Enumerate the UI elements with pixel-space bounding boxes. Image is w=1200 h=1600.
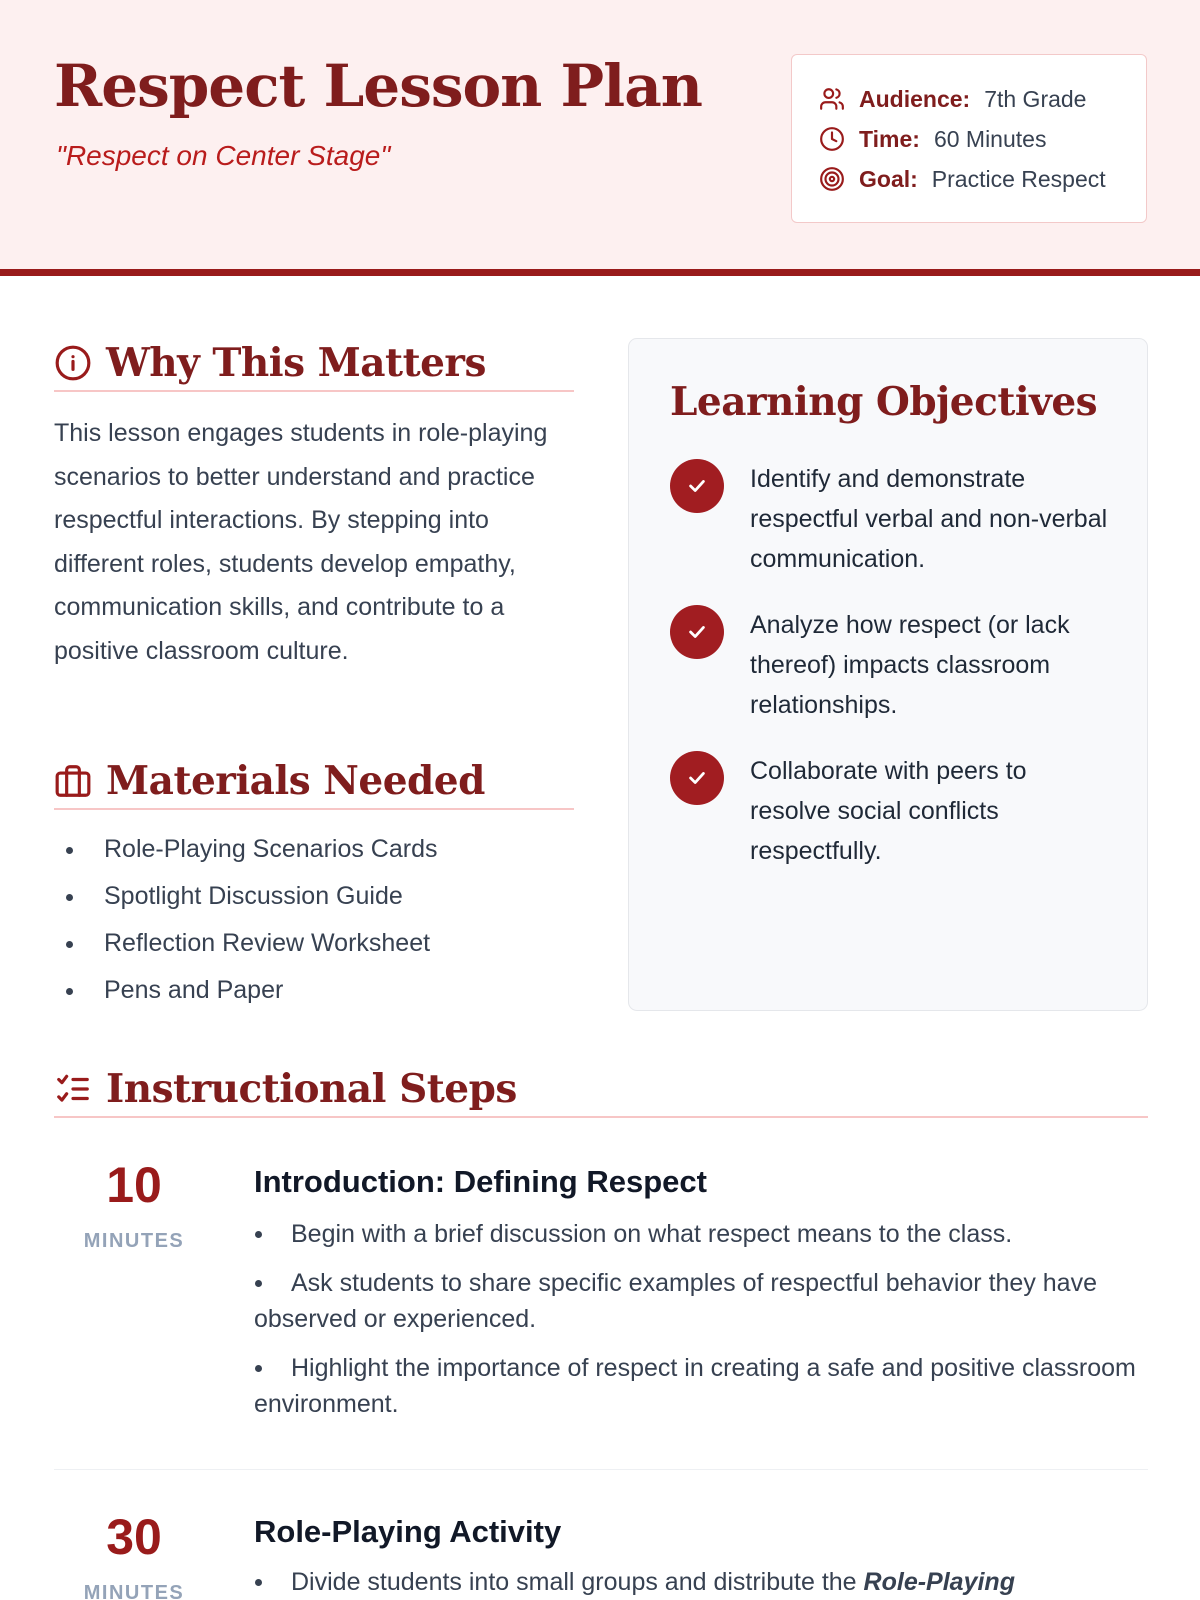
step-title: Introduction: Defining Respect xyxy=(254,1164,707,1199)
step-bullets xyxy=(254,1564,1148,1600)
step-minutes-label: MINUTES xyxy=(83,1582,185,1600)
meta-label: Goal: xyxy=(859,165,918,192)
objective-text: Identify and demonstrate respectful verbal and non-verbal communication. xyxy=(750,465,1108,573)
steps-title: Instructional Steps xyxy=(106,1066,517,1112)
check-icon xyxy=(670,751,724,805)
meta-value: 60 Minutes xyxy=(933,125,1047,152)
step-bullets xyxy=(254,1216,1148,1435)
step-item xyxy=(54,1156,1148,1456)
list-item xyxy=(254,1564,1148,1600)
why-text: This lesson engages students in role-playing scenarios to better understand and practice respectful interactions. By stepping into different roles, students develop empathy, communication skills, and contribute to a positive classroom culture. xyxy=(54,419,548,665)
objective-item xyxy=(670,751,1110,871)
meta-audience xyxy=(819,79,1146,119)
bullet-text: Divide students into small groups and distribute the xyxy=(291,1568,864,1596)
check-icon xyxy=(670,459,724,513)
info-icon xyxy=(54,344,92,382)
step-minutes: 30 xyxy=(106,1509,162,1565)
objective-item xyxy=(670,459,1110,579)
objective-text: Collaborate with peers to resolve social conflicts respectfully. xyxy=(750,757,1027,865)
step-item xyxy=(54,1508,1148,1600)
target-icon xyxy=(819,166,845,192)
step-minutes: 10 xyxy=(106,1157,162,1213)
briefcase-icon xyxy=(54,762,92,800)
list-item: Role-Playing Scenarios Cards xyxy=(54,826,574,873)
materials-title: Materials Needed xyxy=(106,758,485,804)
list-item: Spotlight Discussion Guide xyxy=(54,873,574,920)
meta-label: Audience: xyxy=(859,85,971,112)
materials-heading xyxy=(54,754,574,810)
meta-time xyxy=(819,119,1146,159)
objective-text: Analyze how respect (or lack thereof) impacts classroom relationships. xyxy=(750,611,1070,719)
step-minutes-label: MINUTES xyxy=(83,1230,185,1252)
objectives-panel xyxy=(628,338,1148,1011)
list-item: Reflection Review Worksheet xyxy=(54,920,574,967)
lesson-meta-card xyxy=(791,54,1147,223)
step-title: Role-Playing Activity xyxy=(254,1514,562,1549)
check-icon xyxy=(670,605,724,659)
list-item: Highlight the importance of respect in creating a safe and positive classroom environment. xyxy=(254,1350,1148,1422)
meta-label: Time: xyxy=(859,125,920,152)
users-icon xyxy=(819,86,845,112)
header xyxy=(0,0,1200,276)
steps-heading xyxy=(54,1062,1148,1118)
objectives-title: Learning Objectives xyxy=(670,379,1098,425)
clock-icon xyxy=(819,126,845,152)
meta-value: 7th Grade xyxy=(984,85,1087,112)
materials-list xyxy=(54,826,574,1014)
page-title: Respect Lesson Plan xyxy=(54,52,702,120)
list-item: Ask students to share specific examples of respectful behavior they have observed or experienced. xyxy=(254,1265,1148,1337)
bullet-emphasis: Role-Playing xyxy=(863,1568,1015,1596)
meta-value: Practice Respect xyxy=(931,165,1106,192)
list-item: Pens and Paper xyxy=(54,967,574,1014)
why-heading xyxy=(54,336,574,392)
why-title: Why This Matters xyxy=(106,340,486,386)
meta-goal xyxy=(819,159,1146,199)
list-checks-icon xyxy=(54,1070,92,1108)
list-item: Begin with a brief discussion on what respect means to the class. xyxy=(254,1216,1148,1252)
page-subtitle: "Respect on Center Stage" xyxy=(56,140,391,171)
objective-item xyxy=(670,605,1110,725)
step-divider xyxy=(54,1469,1148,1470)
